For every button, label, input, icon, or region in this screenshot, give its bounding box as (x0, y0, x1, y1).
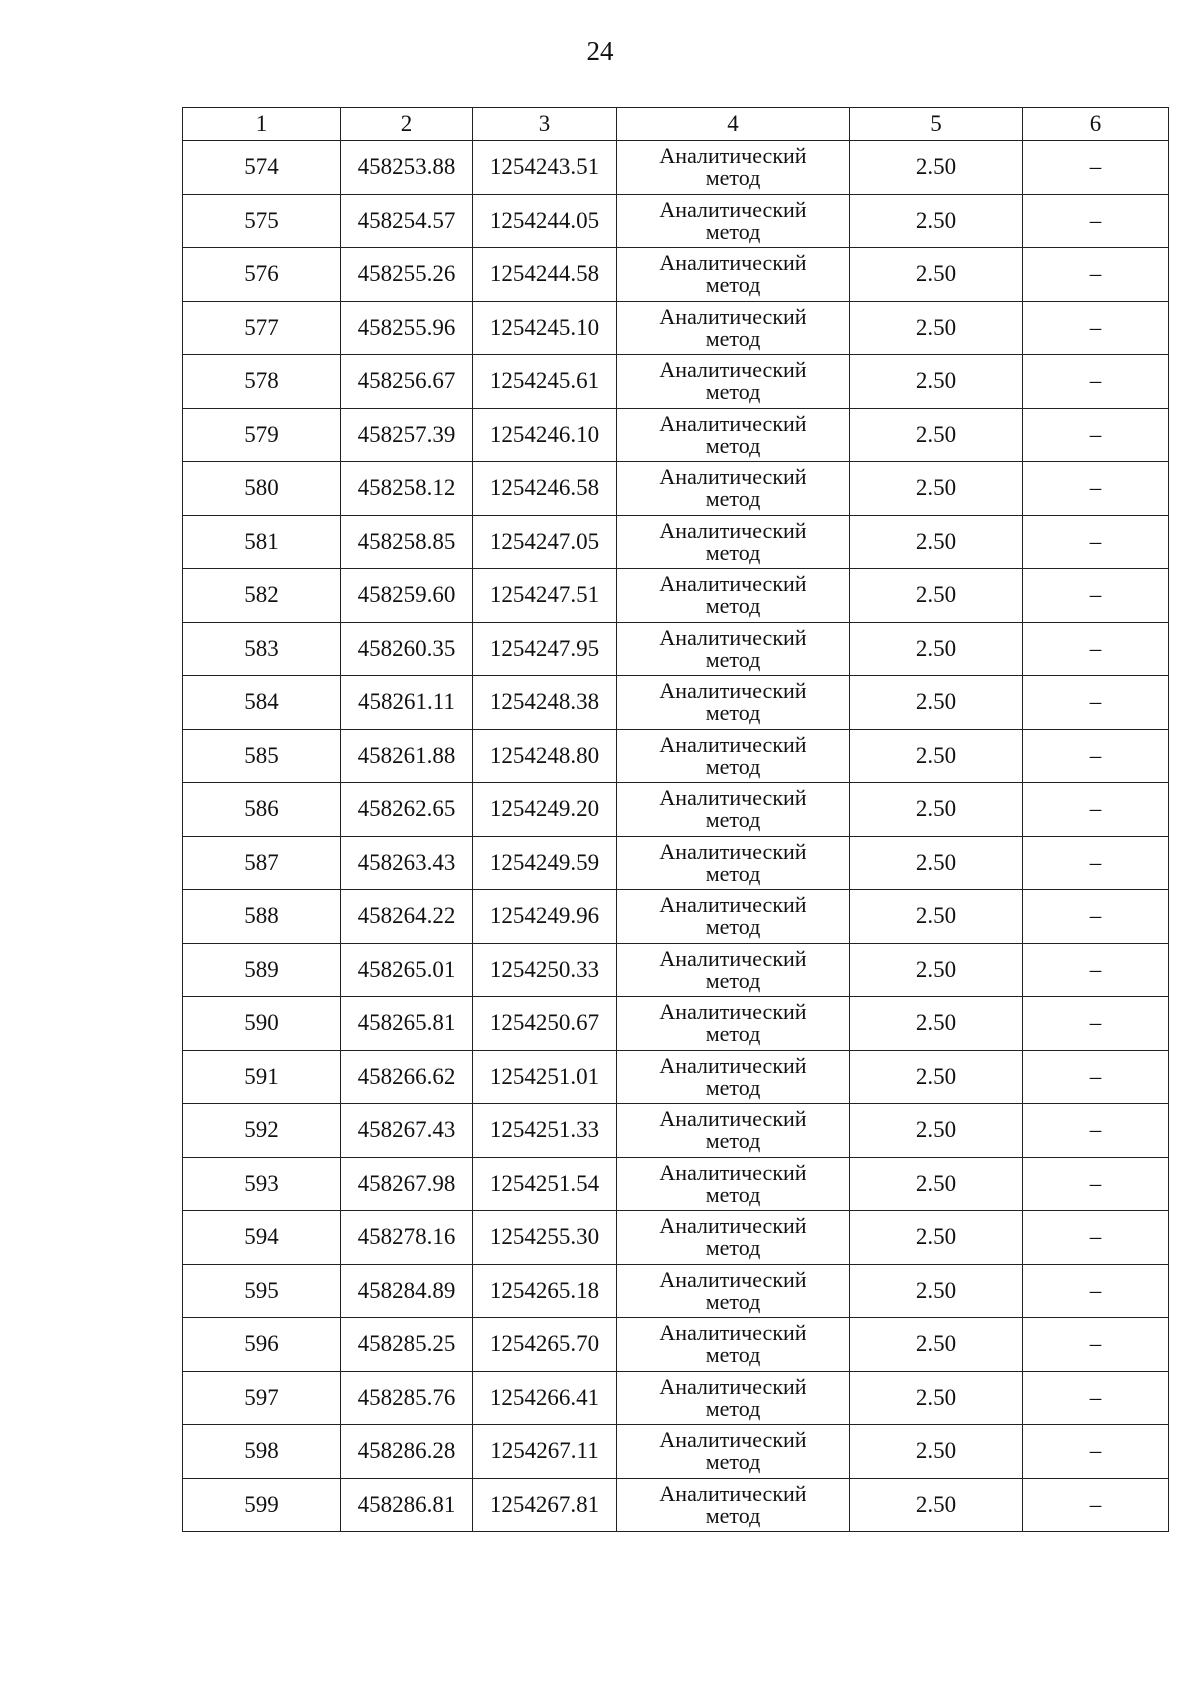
table-row (183, 1211, 1169, 1265)
method-line-1: Аналитический (659, 1052, 807, 1078)
point-number-cell: 599 (183, 1478, 341, 1532)
method-line-1: Аналитический (659, 678, 807, 704)
x-coordinate-cell: 458258.12 (341, 462, 473, 516)
header-col-4: 4 (617, 108, 850, 141)
point-number-cell: 596 (183, 1318, 341, 1372)
note-cell: – (1023, 729, 1169, 783)
method-line-1: Аналитический (659, 1373, 807, 1399)
method-cell (617, 943, 850, 997)
accuracy-cell: 2.50 (850, 1211, 1023, 1265)
accuracy-cell: 2.50 (850, 301, 1023, 355)
y-coordinate-cell: 1254246.10 (473, 408, 617, 462)
point-number-cell: 590 (183, 997, 341, 1051)
accuracy-cell: 2.50 (850, 622, 1023, 676)
accuracy-cell: 2.50 (850, 1264, 1023, 1318)
method-line-2: метод (705, 1288, 761, 1314)
accuracy-cell: 2.50 (850, 676, 1023, 730)
x-coordinate-cell: 458256.67 (341, 355, 473, 409)
point-number-cell: 598 (183, 1425, 341, 1479)
header-col-3: 3 (473, 108, 617, 141)
accuracy-cell: 2.50 (850, 1157, 1023, 1211)
x-coordinate-cell: 458255.96 (341, 301, 473, 355)
y-coordinate-cell: 1254265.70 (473, 1318, 617, 1372)
x-coordinate-cell: 458254.57 (341, 194, 473, 248)
x-coordinate-cell: 458266.62 (341, 1050, 473, 1104)
note-cell: – (1023, 248, 1169, 302)
x-coordinate-cell: 458285.76 (341, 1371, 473, 1425)
note-cell: – (1023, 890, 1169, 944)
note-cell: – (1023, 462, 1169, 516)
method-cell (617, 141, 850, 195)
method-line-2: метод (705, 272, 761, 298)
point-number-cell: 582 (183, 569, 341, 623)
method-line-1: Аналитический (659, 945, 807, 971)
x-coordinate-cell: 458265.81 (341, 997, 473, 1051)
method-line-2: метод (705, 753, 761, 779)
point-number-cell: 583 (183, 622, 341, 676)
accuracy-cell: 2.50 (850, 890, 1023, 944)
accuracy-cell: 2.50 (850, 997, 1023, 1051)
method-line-2: метод (705, 218, 761, 244)
y-coordinate-cell: 1254255.30 (473, 1211, 617, 1265)
method-line-2: метод (705, 914, 761, 940)
table-row (183, 783, 1169, 837)
header-col-1: 1 (183, 108, 341, 141)
method-line-2: метод (705, 325, 761, 351)
method-cell (617, 1318, 850, 1372)
point-number-cell: 581 (183, 515, 341, 569)
y-coordinate-cell: 1254244.58 (473, 248, 617, 302)
table-body (183, 141, 1169, 1532)
method-line-1: Аналитический (659, 999, 807, 1025)
note-cell: – (1023, 141, 1169, 195)
header-col-5: 5 (850, 108, 1023, 141)
table-row (183, 408, 1169, 462)
method-cell (617, 1211, 850, 1265)
note-cell: – (1023, 569, 1169, 623)
header-row (183, 108, 1169, 141)
x-coordinate-cell: 458258.85 (341, 515, 473, 569)
page-number: 24 (586, 36, 614, 66)
method-line-2: метод (705, 1449, 761, 1475)
table-row (183, 1104, 1169, 1158)
accuracy-cell: 2.50 (850, 1318, 1023, 1372)
note-cell: – (1023, 301, 1169, 355)
method-cell (617, 355, 850, 409)
point-number-cell: 575 (183, 194, 341, 248)
method-cell (617, 836, 850, 890)
accuracy-cell: 2.50 (850, 836, 1023, 890)
table-row (183, 1371, 1169, 1425)
method-line-1: Аналитический (659, 838, 807, 864)
accuracy-cell: 2.50 (850, 1371, 1023, 1425)
note-cell: – (1023, 408, 1169, 462)
x-coordinate-cell: 458284.89 (341, 1264, 473, 1318)
x-coordinate-cell: 458267.98 (341, 1157, 473, 1211)
table-row (183, 1050, 1169, 1104)
y-coordinate-cell: 1254250.67 (473, 997, 617, 1051)
point-number-cell: 586 (183, 783, 341, 837)
method-line-2: метод (705, 700, 761, 726)
y-coordinate-cell: 1254250.33 (473, 943, 617, 997)
method-line-1: Аналитический (659, 196, 807, 222)
method-line-2: метод (705, 1021, 761, 1047)
accuracy-cell: 2.50 (850, 194, 1023, 248)
method-line-2: метод (705, 967, 761, 993)
note-cell: – (1023, 194, 1169, 248)
method-cell (617, 569, 850, 623)
method-line-1: Аналитический (659, 1480, 807, 1506)
method-line-1: Аналитический (659, 785, 807, 811)
table-row (183, 569, 1169, 623)
point-number-cell: 577 (183, 301, 341, 355)
method-line-2: метод (705, 539, 761, 565)
table-row (183, 997, 1169, 1051)
table-row (183, 301, 1169, 355)
x-coordinate-cell: 458253.88 (341, 141, 473, 195)
table-header (183, 108, 1169, 141)
method-cell (617, 997, 850, 1051)
header-col-6: 6 (1023, 108, 1169, 141)
header-col-2: 2 (341, 108, 473, 141)
accuracy-cell: 2.50 (850, 783, 1023, 837)
method-line-1: Аналитический (659, 1213, 807, 1239)
accuracy-cell: 2.50 (850, 408, 1023, 462)
accuracy-cell: 2.50 (850, 1425, 1023, 1479)
table-row (183, 836, 1169, 890)
method-line-2: метод (705, 1074, 761, 1100)
note-cell: – (1023, 836, 1169, 890)
y-coordinate-cell: 1254247.05 (473, 515, 617, 569)
method-line-2: метод (705, 1128, 761, 1154)
method-cell (617, 729, 850, 783)
point-number-cell: 579 (183, 408, 341, 462)
y-coordinate-cell: 1254246.58 (473, 462, 617, 516)
note-cell: – (1023, 1478, 1169, 1532)
x-coordinate-cell: 458263.43 (341, 836, 473, 890)
method-line-1: Аналитический (659, 303, 807, 329)
accuracy-cell: 2.50 (850, 515, 1023, 569)
y-coordinate-cell: 1254244.05 (473, 194, 617, 248)
note-cell: – (1023, 1050, 1169, 1104)
method-cell (617, 890, 850, 944)
y-coordinate-cell: 1254247.95 (473, 622, 617, 676)
x-coordinate-cell: 458264.22 (341, 890, 473, 944)
method-cell (617, 1157, 850, 1211)
accuracy-cell: 2.50 (850, 1478, 1023, 1532)
accuracy-cell: 2.50 (850, 462, 1023, 516)
method-line-2: метод (705, 432, 761, 458)
accuracy-cell: 2.50 (850, 729, 1023, 783)
point-number-cell: 593 (183, 1157, 341, 1211)
table-row (183, 515, 1169, 569)
method-line-1: Аналитический (659, 1266, 807, 1292)
y-coordinate-cell: 1254251.01 (473, 1050, 617, 1104)
method-line-1: Аналитический (659, 357, 807, 383)
point-number-cell: 594 (183, 1211, 341, 1265)
point-number-cell: 578 (183, 355, 341, 409)
table-row (183, 943, 1169, 997)
accuracy-cell: 2.50 (850, 943, 1023, 997)
x-coordinate-cell: 458261.88 (341, 729, 473, 783)
x-coordinate-cell: 458285.25 (341, 1318, 473, 1372)
accuracy-cell: 2.50 (850, 1050, 1023, 1104)
point-number-cell: 584 (183, 676, 341, 730)
method-cell (617, 194, 850, 248)
table-row (183, 355, 1169, 409)
x-coordinate-cell: 458286.28 (341, 1425, 473, 1479)
method-line-1: Аналитический (659, 1320, 807, 1346)
method-line-1: Аналитический (659, 143, 807, 169)
y-coordinate-cell: 1254248.38 (473, 676, 617, 730)
method-cell (617, 1104, 850, 1158)
method-line-1: Аналитический (659, 464, 807, 490)
y-coordinate-cell: 1254251.54 (473, 1157, 617, 1211)
point-number-cell: 592 (183, 1104, 341, 1158)
method-cell (617, 408, 850, 462)
method-line-2: метод (705, 1342, 761, 1368)
method-line-1: Аналитический (659, 731, 807, 757)
y-coordinate-cell: 1254267.11 (473, 1425, 617, 1479)
point-number-cell: 597 (183, 1371, 341, 1425)
table-row (183, 890, 1169, 944)
note-cell: – (1023, 1318, 1169, 1372)
method-cell (617, 515, 850, 569)
method-line-2: метод (705, 165, 761, 191)
note-cell: – (1023, 1211, 1169, 1265)
table-row (183, 1425, 1169, 1479)
y-coordinate-cell: 1254249.96 (473, 890, 617, 944)
method-cell (617, 622, 850, 676)
y-coordinate-cell: 1254245.10 (473, 301, 617, 355)
note-cell: – (1023, 783, 1169, 837)
method-cell (617, 783, 850, 837)
method-line-2: метод (705, 379, 761, 405)
method-line-1: Аналитический (659, 624, 807, 650)
note-cell: – (1023, 1157, 1169, 1211)
table-row (183, 676, 1169, 730)
method-cell (617, 1478, 850, 1532)
point-number-cell: 595 (183, 1264, 341, 1318)
x-coordinate-cell: 458286.81 (341, 1478, 473, 1532)
note-cell: – (1023, 676, 1169, 730)
note-cell: – (1023, 943, 1169, 997)
y-coordinate-cell: 1254243.51 (473, 141, 617, 195)
y-coordinate-cell: 1254251.33 (473, 1104, 617, 1158)
accuracy-cell: 2.50 (850, 248, 1023, 302)
point-number-cell: 591 (183, 1050, 341, 1104)
x-coordinate-cell: 458260.35 (341, 622, 473, 676)
point-number-cell: 574 (183, 141, 341, 195)
method-cell (617, 248, 850, 302)
y-coordinate-cell: 1254265.18 (473, 1264, 617, 1318)
method-cell (617, 1425, 850, 1479)
y-coordinate-cell: 1254245.61 (473, 355, 617, 409)
method-line-2: метод (705, 486, 761, 512)
method-line-2: метод (705, 807, 761, 833)
method-cell (617, 301, 850, 355)
method-cell (617, 1050, 850, 1104)
x-coordinate-cell: 458261.11 (341, 676, 473, 730)
table-row (183, 1478, 1169, 1532)
accuracy-cell: 2.50 (850, 569, 1023, 623)
method-line-2: метод (705, 593, 761, 619)
note-cell: – (1023, 1264, 1169, 1318)
table-row (183, 729, 1169, 783)
y-coordinate-cell: 1254267.81 (473, 1478, 617, 1532)
note-cell: – (1023, 355, 1169, 409)
x-coordinate-cell: 458262.65 (341, 783, 473, 837)
method-line-1: Аналитический (659, 517, 807, 543)
table-row (183, 1318, 1169, 1372)
point-number-cell: 580 (183, 462, 341, 516)
table-row (183, 141, 1169, 195)
x-coordinate-cell: 458265.01 (341, 943, 473, 997)
x-coordinate-cell: 458278.16 (341, 1211, 473, 1265)
method-line-2: метод (705, 1235, 761, 1261)
x-coordinate-cell: 458255.26 (341, 248, 473, 302)
note-cell: – (1023, 515, 1169, 569)
y-coordinate-cell: 1254248.80 (473, 729, 617, 783)
note-cell: – (1023, 1425, 1169, 1479)
note-cell: – (1023, 1104, 1169, 1158)
method-line-1: Аналитический (659, 1427, 807, 1453)
table-row (183, 622, 1169, 676)
accuracy-cell: 2.50 (850, 141, 1023, 195)
x-coordinate-cell: 458259.60 (341, 569, 473, 623)
y-coordinate-cell: 1254249.59 (473, 836, 617, 890)
note-cell: – (1023, 997, 1169, 1051)
method-line-2: метод (705, 860, 761, 886)
y-coordinate-cell: 1254249.20 (473, 783, 617, 837)
note-cell: – (1023, 622, 1169, 676)
table-row (183, 1157, 1169, 1211)
method-line-1: Аналитический (659, 1159, 807, 1185)
method-line-2: метод (705, 1395, 761, 1421)
method-line-1: Аналитический (659, 250, 807, 276)
coordinates-table (182, 107, 1169, 1532)
method-line-1: Аналитический (659, 571, 807, 597)
table-row (183, 1264, 1169, 1318)
table-row (183, 248, 1169, 302)
method-line-1: Аналитический (659, 410, 807, 436)
method-cell (617, 676, 850, 730)
note-cell: – (1023, 1371, 1169, 1425)
method-cell (617, 462, 850, 516)
y-coordinate-cell: 1254266.41 (473, 1371, 617, 1425)
method-line-1: Аналитический (659, 1106, 807, 1132)
table-row (183, 194, 1169, 248)
method-line-2: метод (705, 646, 761, 672)
point-number-cell: 585 (183, 729, 341, 783)
accuracy-cell: 2.50 (850, 1104, 1023, 1158)
table-row (183, 462, 1169, 516)
point-number-cell: 587 (183, 836, 341, 890)
point-number-cell: 588 (183, 890, 341, 944)
x-coordinate-cell: 458267.43 (341, 1104, 473, 1158)
point-number-cell: 576 (183, 248, 341, 302)
x-coordinate-cell: 458257.39 (341, 408, 473, 462)
method-line-2: метод (705, 1181, 761, 1207)
point-number-cell: 589 (183, 943, 341, 997)
method-cell (617, 1264, 850, 1318)
method-line-2: метод (705, 1502, 761, 1528)
method-line-1: Аналитический (659, 892, 807, 918)
y-coordinate-cell: 1254247.51 (473, 569, 617, 623)
accuracy-cell: 2.50 (850, 355, 1023, 409)
method-cell (617, 1371, 850, 1425)
